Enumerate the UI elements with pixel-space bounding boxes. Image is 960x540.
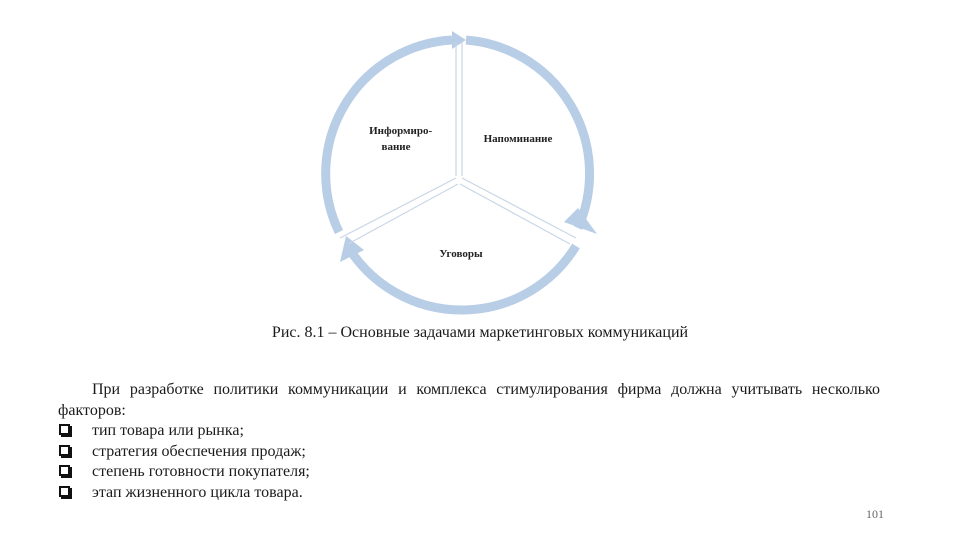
segment-label-informing-line1: Информиро- [369, 125, 433, 137]
segment-label-reminder [484, 133, 553, 145]
divider-left [340, 178, 456, 238]
list-item [58, 421, 880, 442]
divider-right-inner [460, 184, 570, 244]
list-item-text: степень готовности покупателя; [92, 463, 310, 480]
checkbox-bullet-icon [59, 424, 70, 435]
list-item-text: тип товара или рынка; [92, 422, 244, 439]
segment-label-persuasion [439, 248, 483, 260]
segment-label-informing-line2: вание [381, 141, 411, 153]
checkbox-bullet-icon [59, 465, 70, 476]
intro-paragraph: При разработке политики коммуникации и комплекса стимулирования фирма должна учитывать несколько факторов: [58, 381, 880, 419]
checkbox-bullet-icon [59, 486, 70, 497]
body-text [58, 380, 880, 503]
figure-caption: Рис. 8.1 – Основные задачами маркетинговых коммуникаций [271, 324, 689, 341]
divider-right [462, 178, 576, 238]
segment-label-reminder-line1: Напоминание [483, 133, 553, 145]
page-number: 101 [866, 507, 884, 521]
segment-label-persuasion-line1: Уговоры [439, 248, 483, 260]
cycle-arrows [326, 31, 597, 310]
list-item [58, 462, 880, 483]
list-item-text: стратегия обеспечения продаж; [92, 442, 306, 460]
list-item-text: этап жизненного цикла товара. [92, 483, 303, 501]
arrowhead-right [564, 208, 597, 234]
list-item [58, 483, 880, 504]
checkbox-bullet-icon [59, 445, 70, 456]
segment-label-informing [369, 125, 435, 153]
list-item [58, 442, 880, 463]
divider-left-inner [348, 184, 458, 244]
arrowhead-top [452, 31, 466, 49]
factors-list [58, 421, 880, 503]
